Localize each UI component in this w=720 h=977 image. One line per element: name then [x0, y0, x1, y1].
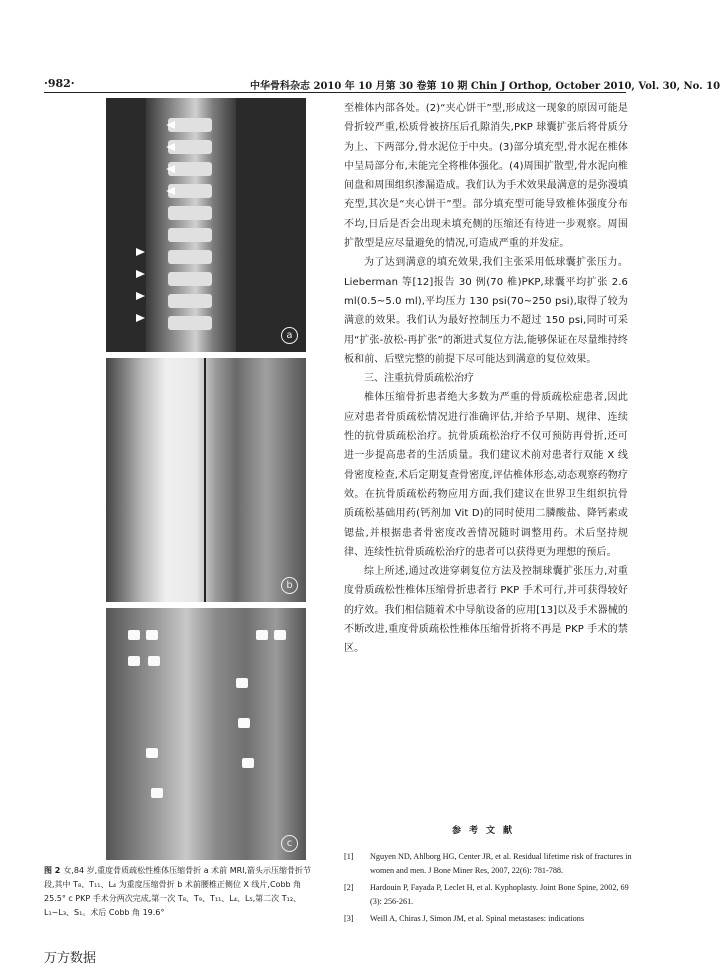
- watermark: 万方数据: [44, 951, 97, 966]
- cement-deposit: [146, 630, 158, 640]
- body-column: [344, 99, 628, 659]
- panel-label-a: a: [281, 327, 298, 344]
- header-rule: [44, 92, 626, 93]
- running-head: 中华骨科杂志 2010 年 10 月第 30 卷第 10 期 Chin J Orthop, October 2010, Vol. 30, No. 10: [250, 81, 720, 92]
- figure-panel-c: [106, 608, 306, 860]
- arrow-icon: [166, 165, 175, 173]
- paragraph: 综上所述,通过改进穿刺复位方法及控制球囊扩张压力,对重度骨质疏松性椎体压缩骨折患者行 PKP 手术可行,并可获得较好的疗效。我们相信随着术中导航设备的应用[13]以及手术器械的不断改进,重度骨质疏松性椎体压缩骨折将不再是 PKP 手术的禁区。: [344, 566, 628, 655]
- reference-item: [344, 912, 632, 926]
- cement-deposit: [256, 630, 268, 640]
- reference-number: [2]: [344, 883, 354, 892]
- arrow-icon: [166, 187, 175, 195]
- panel-label-b: b: [281, 577, 298, 594]
- vertebra: [168, 206, 212, 220]
- paragraph: 至椎体内部各处。(2)“夹心饼干”型,形成这一现象的原因可能是骨折较严重,松质骨被挤压后孔隙消失,PKP 球囊扩张后将骨质分为上、下两部分,骨水泥位于中央。(3)部分填充型,骨水泥在椎体中呈局部分布,未能完全将椎体强化。(4)周围扩散型,骨水泥向椎间盘和周围组织渗漏造成。我们认为手术效果最满意的是弥漫填充型,其次是“夹心饼干”型。部分填充型可能导致椎体强度分布不均,日后是否会出现未填充侧的压缩还有待进一步观察。周围扩散型是应尽量避免的情况,可造成严重的并发症。: [344, 103, 628, 250]
- reference-number: [1]: [344, 852, 354, 861]
- reference-item: [344, 881, 632, 909]
- reference-item: [344, 850, 632, 878]
- figure-caption-label: 图 2: [44, 866, 61, 875]
- cement-deposit: [128, 656, 140, 666]
- xray-image: [106, 608, 306, 860]
- section-heading: 三、注重抗骨质疏松治疗: [364, 373, 474, 385]
- arrow-icon: [136, 314, 145, 322]
- vertebra: [168, 250, 212, 264]
- cement-deposit: [236, 678, 248, 688]
- figure-caption: [44, 864, 314, 920]
- panel-label-c: c: [281, 835, 298, 852]
- paragraph: 为了达到满意的填充效果,我们主张采用低球囊扩张压力。Lieberman 等[12]报告 30 例(70 椎)PKP,球囊平均扩张 2.6 ml(0.5~5.0 ml),平均压力 130 psi(70~250 psi),取得了较为满意的效果。我们认为最好控制压力不超过 150 psi,同时可采用“扩张-放松-再扩张”的渐进式复位方法,能够保证在尽量维持终板和前、后壁完整的前提下尽可能达到满意的复位效果。: [344, 257, 628, 365]
- xray-image: [106, 358, 306, 602]
- arrow-icon: [166, 121, 175, 129]
- vertebra: [168, 228, 212, 242]
- cement-deposit: [128, 630, 140, 640]
- cement-deposit: [238, 718, 250, 728]
- arrow-icon: [166, 143, 175, 151]
- vertebra: [168, 316, 212, 330]
- reference-text: Hardouin P, Fayada P, Leclet H, et al. Kyphoplasty. Joint Bone Spine, 2002, 69 (3): 256-261.: [370, 883, 629, 906]
- cement-deposit: [242, 758, 254, 768]
- page-number: ·982·: [44, 77, 75, 90]
- reference-text: Weill A, Chiras J, Simon JM, et al. Spinal metastases: indications: [370, 914, 585, 923]
- reference-text: Nguyen ND, Ahlborg HG, Center JR, et al. Residual lifetime risk of fractures in women and men. J Bone Miner Res, 2007, 22(6): 781-788.: [370, 852, 632, 875]
- cement-deposit: [274, 630, 286, 640]
- figure-panel-b: [106, 358, 306, 602]
- arrow-icon: [136, 270, 145, 278]
- spine-image: [146, 98, 236, 352]
- vertebra: [168, 272, 212, 286]
- paragraph: 椎体压缩骨折患者绝大多数为严重的骨质疏松症患者,因此应对患者骨质疏松情况进行准确评估,并给予早期、规律、连续性的抗骨质疏松治疗。抗骨质疏松治疗不仅可预防再骨折,还可进一步提高患者的生活质量。我们建议术前对患者行双能 X 线骨密度检查,术后定期复查骨密度,评估椎体形态,动态观察药物疗效。在抗骨质疏松药物应用方面,我们建议在世界卫生组织抗骨质疏松基础用药(钙剂加 Vit D)的同时使用二膦酸盐、降钙素或锶盐,并根据患者骨密度改善情况随时调整用药。术后坚持规律、连续性抗骨质疏松治疗的患者可以获得更为理想的预后。: [344, 392, 628, 558]
- reference-number: [3]: [344, 914, 354, 923]
- cement-deposit: [146, 748, 158, 758]
- reference-list: [344, 850, 632, 929]
- cement-deposit: [148, 656, 160, 666]
- references-title: 参考文献: [451, 826, 520, 836]
- figure-caption-text: 女,84 岁,重度骨质疏松性椎体压缩骨折 a 术前 MRI,箭头示压缩骨折节段,其中 T₈、T₁₁、L₄ 为重度压缩骨折 b 术前腰椎正侧位 X 线片,Cobb 角 25.5° c PKP 手术分两次完成,第一次 T₈、T₉、T₁₁、L₄、L₅,第二次 T₁₂、L₁~L₃、S₁。术后 Cobb 角 19.6°: [44, 866, 312, 917]
- arrow-icon: [136, 248, 145, 256]
- figure-panel-a: [106, 98, 306, 352]
- cement-deposit: [151, 788, 163, 798]
- arrow-icon: [136, 292, 145, 300]
- vertebra: [168, 294, 212, 308]
